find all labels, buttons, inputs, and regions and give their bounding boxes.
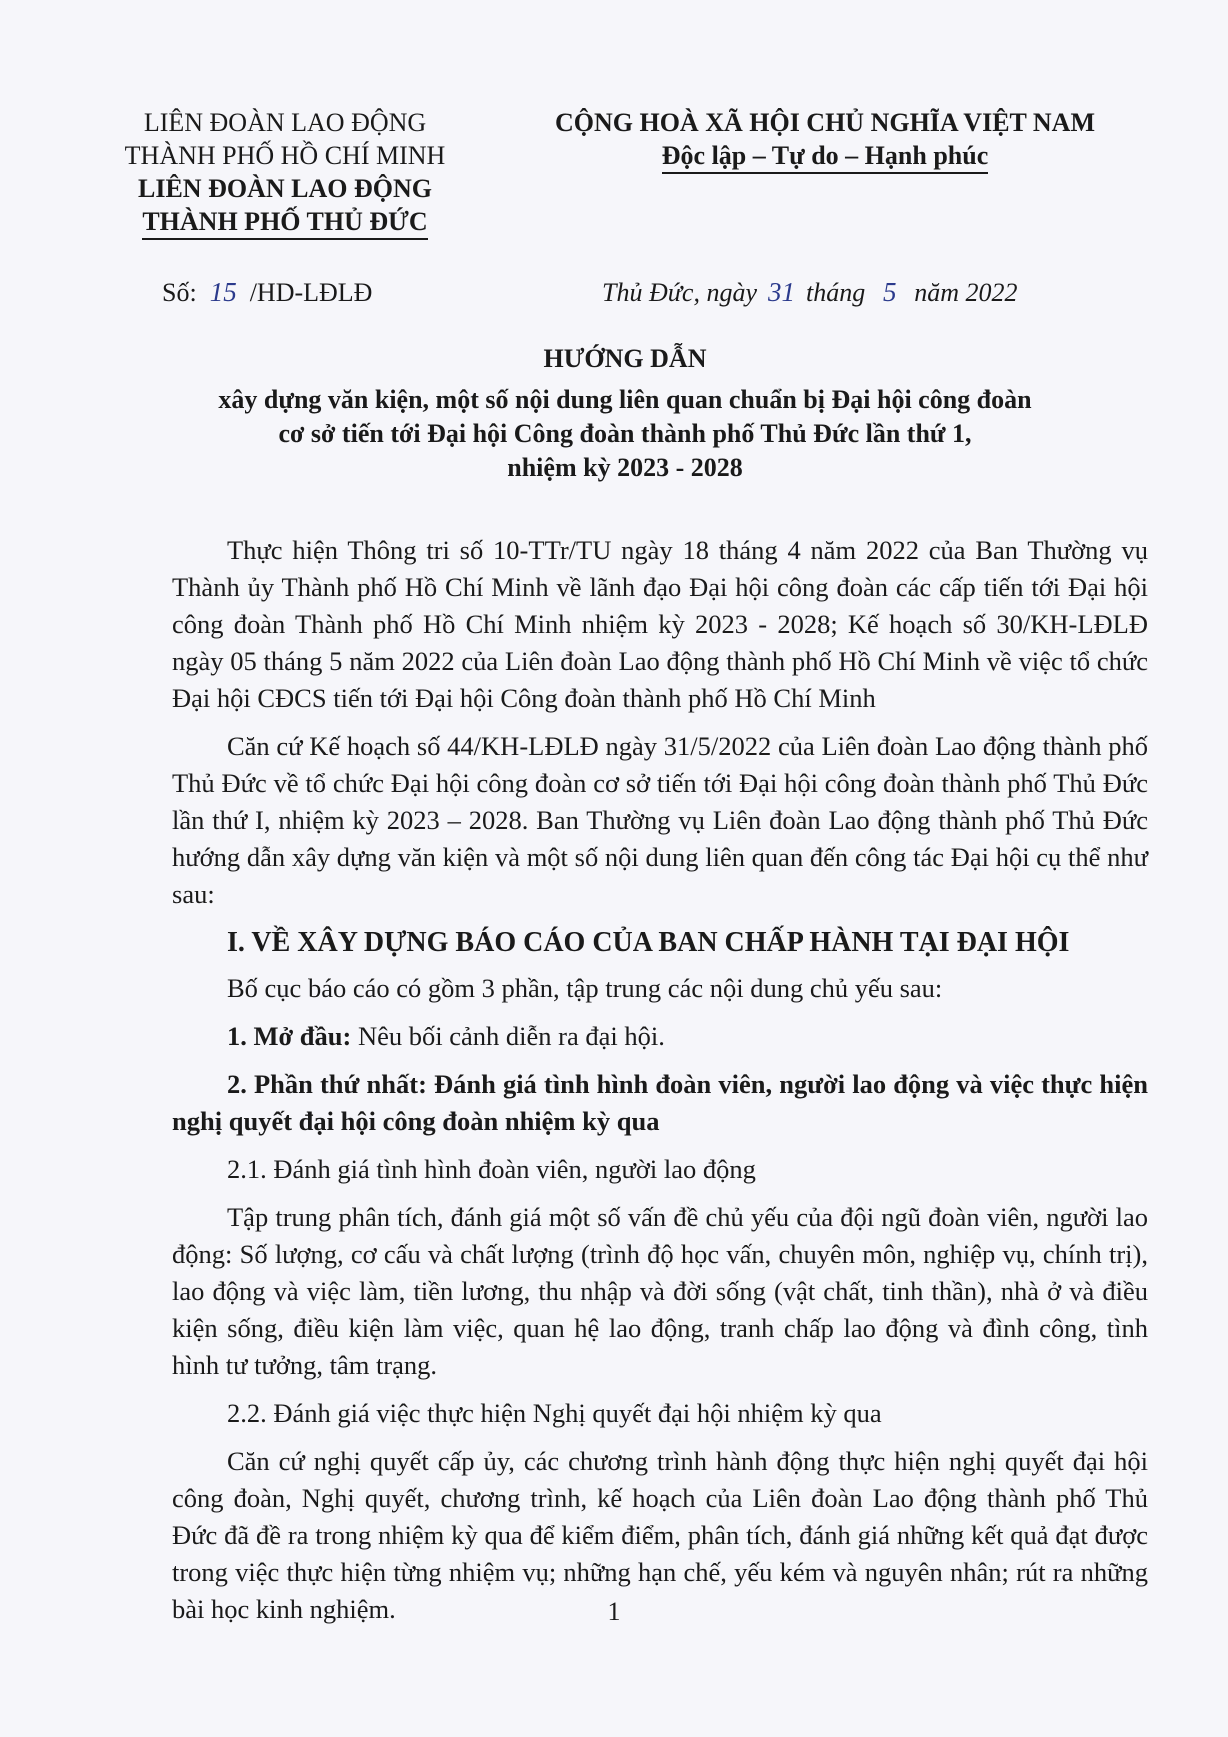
country-name: CỘNG HOÀ XÃ HỘI CHỦ NGHĨA VIỆT NAM	[554, 108, 1096, 137]
date-month-handwritten: 5	[882, 277, 897, 307]
paragraph-basis-2: Căn cứ Kế hoạch số 44/KH-LĐLĐ ngày 31/5/2022 của Liên đoàn Lao động thành phố Thủ Đức về tổ chức Đại hội công đoàn cơ sở tiến tới Đại hội công đoàn thành phố Thủ Đức lần thứ I, nhiệm kỳ 2023 – 2028. Ban Thường vụ Liên đoàn Lao động thành phố Thủ Đức hướng dẫn xây dựng văn kiện và một số nội dung liên quan đến công tác Đại hội cụ thể như sau:	[172, 731, 1148, 909]
date-year: năm 2022	[914, 278, 1018, 307]
document-body	[172, 532, 1148, 1639]
document-subtitle	[150, 383, 1100, 485]
date-day-handwritten: 31	[768, 277, 795, 307]
subsection-2-2-heading: 2.2. Đánh giá việc thực hiện Nghị quyết đại hội nhiệm kỳ qua	[227, 1398, 882, 1428]
subsection-2-1-text: Tập trung phân tích, đánh giá một số vấn đề chủ yếu của đội ngũ đoàn viên, người lao động: Số lượng, cơ cấu và chất lượng (trình độ học vấn, chuyên môn, nghiệp vụ, chính trị), lao động và việc làm, tiền lương, thu nhập và đời sống (vật chất, tinh thần), nhà ở và điều kiện sống, điều kiện làm việc, quan hệ lao động, tranh chấp lao động và đình công, tình hình tư tưởng, tâm trạng.	[172, 1202, 1148, 1380]
motto-line: Độc lập – Tự do – Hạnh phúc	[662, 139, 989, 174]
issuing-organization	[105, 106, 465, 240]
subtitle-line1: xây dựng văn kiện, một số nội dung liên quan chuẩn bị Đại hội công đoàn	[218, 385, 1032, 414]
date-month-label: tháng	[806, 278, 866, 307]
item-1-text: Nêu bối cảnh diễn ra đại hội.	[351, 1021, 665, 1051]
subsection-2-1-heading: 2.1. Đánh giá tình hình đoàn viên, người lao động	[227, 1154, 756, 1184]
section-1-intro: Bố cục báo cáo có gồm 3 phần, tập trung các nội dung chủ yếu sau:	[227, 973, 943, 1003]
subtitle-line2: cơ sở tiến tới Đại hội Công đoàn thành phố Thủ Đức lần thứ 1,	[278, 419, 972, 448]
doc-number-suffix: /HD-LĐLĐ	[249, 278, 373, 307]
org-name-line1: LIÊN ĐOÀN LAO ĐỘNG	[138, 174, 432, 203]
subsection-2-2-text: Căn cứ nghị quyết cấp ủy, các chương trình hành động thực hiện nghị quyết đại hội công đoàn, Nghị quyết, chương trình, kế hoạch của Liên đoàn Lao động thành phố Thủ Đức đã đề ra trong nhiệm kỳ qua để kiểm điểm, phân tích, đánh giá những kết quả đạt được trong việc thực hiện từng nhiệm vụ; những hạn chế, yếu kém và nguyên nhân; rút ra những bài học kinh nghiệm.	[172, 1446, 1148, 1624]
parent-org-line1: LIÊN ĐOÀN LAO ĐỘNG	[143, 108, 427, 137]
section-1-heading: I. VỀ XÂY DỰNG BÁO CÁO CỦA BAN CHẤP HÀNH TẠI ĐẠI HỘI	[227, 927, 1070, 958]
date-place-prefix: Thủ Đức, ngày	[602, 278, 757, 307]
subtitle-line3: nhiệm kỳ 2023 - 2028	[507, 453, 743, 482]
item-1	[172, 1018, 1148, 1055]
parent-org-line2: THÀNH PHỐ HỒ CHÍ MINH	[124, 141, 446, 170]
document-title: HƯỚNG DẪN	[543, 344, 707, 373]
document-number	[162, 277, 372, 308]
national-motto	[530, 106, 1120, 174]
doc-number-prefix: Số:	[162, 278, 197, 307]
doc-number-handwritten: 15	[209, 277, 237, 307]
item-1-label: 1. Mở đầu:	[227, 1021, 352, 1051]
page-number: 1	[607, 1597, 621, 1626]
paragraph-basis-1: Thực hiện Thông tri số 10-TTr/TU ngày 18 tháng 4 năm 2022 của Ban Thường vụ Thành ủy Thành phố Hồ Chí Minh về lãnh đạo Đại hội công đoàn các cấp tiến tới Đại hội công đoàn Thành phố Hồ Chí Minh nhiệm kỳ 2023 - 2028; Kế hoạch số 30/KH-LĐLĐ ngày 05 tháng 5 năm 2022 của Liên đoàn Lao động thành phố Hồ Chí Minh về việc tổ chức Đại hội CĐCS tiến tới Đại hội Công đoàn thành phố Hồ Chí Minh	[172, 535, 1148, 713]
document-date	[602, 277, 1018, 308]
org-name-line2: THÀNH PHỐ THỦ ĐỨC	[142, 205, 427, 240]
item-2-heading: 2. Phần thứ nhất: Đánh giá tình hình đoàn viên, người lao động và việc thực hiện nghị quyết đại hội công đoàn nhiệm kỳ qua	[172, 1069, 1148, 1136]
